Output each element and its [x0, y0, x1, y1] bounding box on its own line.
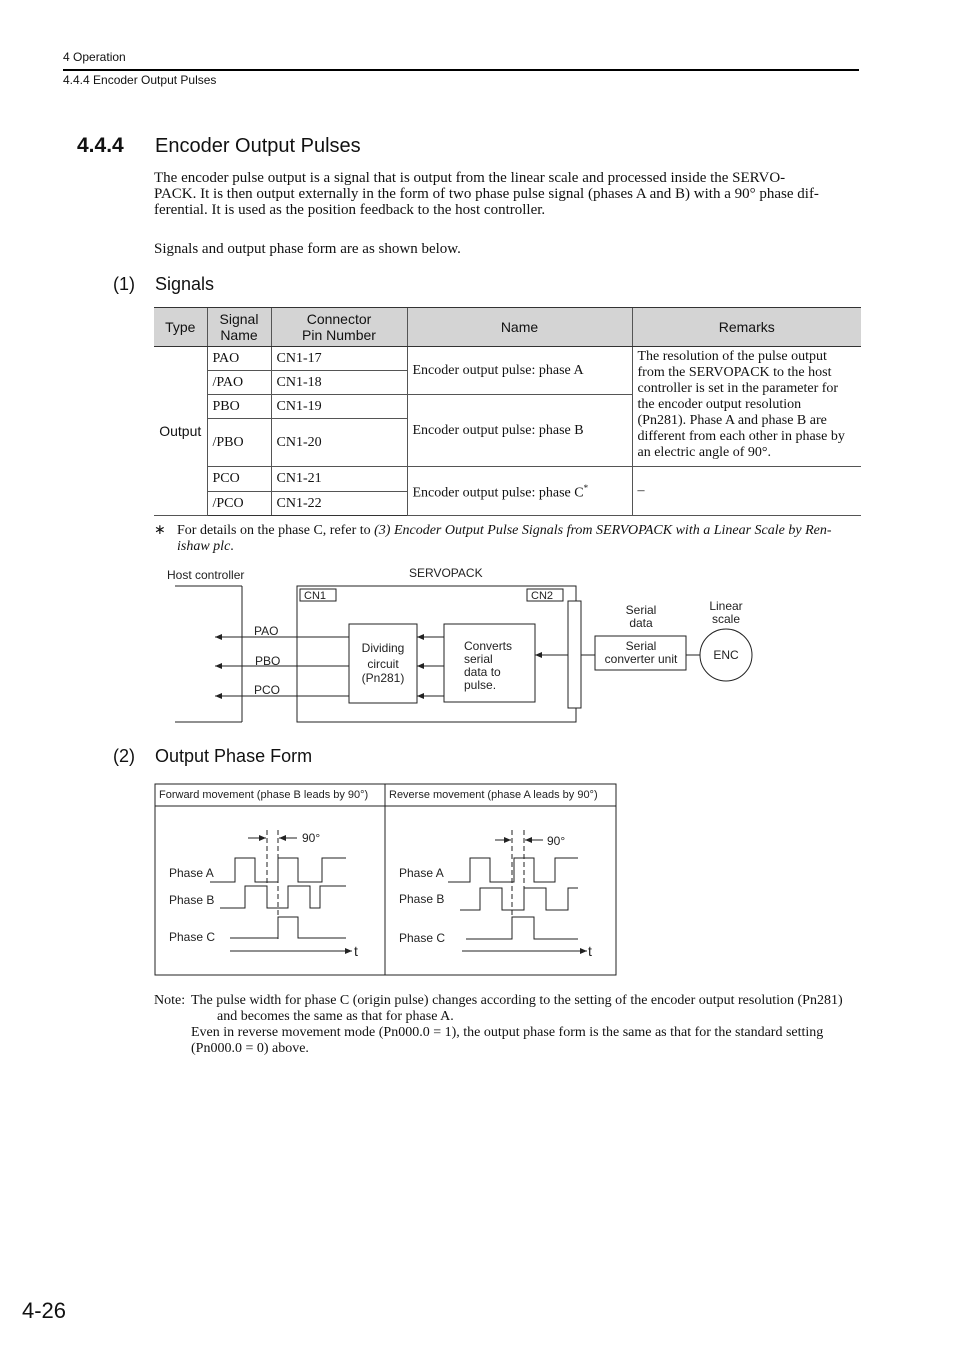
signals-table [154, 307, 861, 516]
svg-text:circuit: circuit [367, 657, 399, 671]
table-row [154, 467, 861, 492]
connection-diagram [0, 560, 954, 730]
time-axis-label: t [354, 943, 358, 959]
phase-heading-number: (2) [113, 746, 135, 766]
angle-label: 90° [547, 834, 566, 848]
page-number: 4-26 [22, 1298, 67, 1323]
remarks-cell: The resolution of the pulse output from the SERVOPACK to the host controller is set in the parameter for the encoder output resolution (Pn281). Phase A and phase B are different from each other in phase by an electric angle of 90°. [632, 347, 861, 467]
intro-line-signals: Signals and output phase form are as shown below. [154, 241, 461, 257]
header-name: Name [407, 308, 632, 347]
pin-cell: CN1-18 [271, 371, 407, 395]
phase-c-label: Phase C [399, 931, 446, 945]
header-type: Type [154, 308, 207, 347]
phase-timing-diagram [0, 780, 954, 980]
time-axis-label: t [588, 943, 592, 959]
converter-label: Converts [464, 639, 513, 653]
svg-text:data to: data to [464, 665, 501, 679]
remarks-cell-c: – [632, 467, 861, 516]
name-cell: Encoder output pulse: phase B [407, 395, 632, 467]
note-line: and becomes the same as that for phase A. [217, 1009, 454, 1024]
phase-c-label: Phase C [169, 930, 216, 944]
header-connector-pin: Connector Pin Number [271, 308, 407, 347]
note-line: (Pn000.0 = 0) above. [191, 1041, 309, 1056]
pin-cell: CN1-19 [271, 395, 407, 419]
svg-text:converter unit: converter unit [604, 652, 678, 666]
type-cell: Output [154, 347, 207, 516]
intro-line: ferential. It is used as the position feedback to the host controller. [154, 202, 546, 218]
linear-scale-label: Linear [709, 599, 743, 613]
phase-c-wave [466, 917, 578, 939]
intro-paragraph [154, 170, 860, 218]
phase-b-label: Phase B [399, 892, 445, 906]
phase-a-wave [448, 858, 578, 882]
signal-cell: PAO [207, 347, 271, 371]
name-cell: Encoder output pulse: phase A [407, 347, 632, 395]
intro-line: PACK. It is then output externally in the form of two phase pulse signal (phases A and B) with a 90° phase dif- [154, 186, 819, 202]
signal-cell: /PCO [207, 492, 271, 516]
header-rule [63, 69, 859, 71]
signals-heading-number: (1) [113, 274, 135, 294]
serial-converter-label: Serial [625, 639, 657, 653]
cn2-connector-bar [568, 601, 581, 708]
phase-b-wave [460, 888, 578, 910]
pin-cell: CN1-20 [271, 419, 407, 467]
reverse-title: Reverse movement (phase A leads by 90°) [389, 789, 598, 801]
running-header-chapter: 4 Operation [63, 50, 126, 64]
pin-cell: CN1-22 [271, 492, 407, 516]
name-cell: Encoder output pulse: phase C* [407, 467, 632, 516]
signal-cell: /PBO [207, 419, 271, 467]
pin-cell: CN1-17 [271, 347, 407, 371]
svg-text:scale: scale [711, 612, 741, 626]
note-line: Even in reverse movement mode (Pn000.0 = 1), the output phase form is the same as that for the standard setting [191, 1025, 824, 1040]
table-row [154, 347, 861, 371]
forward-panel [169, 830, 358, 959]
serial-data-label: Serial [625, 603, 657, 617]
phase-b-wave [220, 886, 346, 908]
forward-title: Forward movement (phase B leads by 90°) [159, 789, 369, 801]
svg-text:serial: serial [464, 652, 493, 666]
running-header-section: 4.4.4 Encoder Output Pulses [63, 73, 217, 87]
table-header-row [154, 308, 861, 347]
phase-a-label: Phase A [399, 866, 444, 880]
enc-label: ENC [713, 648, 739, 662]
reverse-panel [399, 830, 592, 959]
pin-cell: CN1-21 [271, 467, 407, 492]
pao-label: PAO [254, 624, 279, 638]
signal-cell: PBO [207, 395, 271, 419]
footnote-mark: ∗ [154, 523, 166, 538]
note-label: Note: [154, 993, 186, 1008]
cn1-label: CN1 [304, 590, 327, 602]
svg-text:(Pn281): (Pn281) [361, 671, 405, 685]
phase-a-label: Phase A [169, 866, 214, 880]
section-title: Encoder Output Pulses [155, 135, 361, 157]
phase-c-wave [230, 917, 346, 938]
phase-b-label: Phase B [169, 893, 215, 907]
note-line: The pulse width for phase C (origin pulse) changes according to the setting of the encoder output resolution (Pn281) [191, 993, 843, 1008]
header-signal-name: Signal Name [207, 308, 271, 347]
section-number: 4.4.4 [77, 134, 124, 157]
host-controller-label: Host controller [167, 568, 245, 582]
cn2-label: CN2 [531, 590, 554, 602]
footnote-reference: (3) Encoder Output Pulse Signals from SERVOPACK with a Linear Scale by Ren- [374, 523, 832, 538]
pbo-label: PBO [255, 654, 281, 668]
signals-heading: Signals [155, 274, 215, 294]
svg-text:data: data [629, 616, 653, 630]
intro-line: The encoder pulse output is a signal that is output from the linear scale and processed inside the SERVO- [154, 170, 786, 186]
header-remarks: Remarks [632, 308, 861, 347]
dividing-circuit-label: Dividing [361, 641, 405, 655]
signal-cell: PCO [207, 467, 271, 492]
phase-heading: Output Phase Form [155, 746, 313, 766]
angle-label: 90° [302, 831, 321, 845]
signal-cell: /PAO [207, 371, 271, 395]
servopack-label: SERVOPACK [409, 566, 483, 580]
svg-text:pulse.: pulse. [464, 678, 497, 692]
pco-label: PCO [254, 683, 281, 697]
